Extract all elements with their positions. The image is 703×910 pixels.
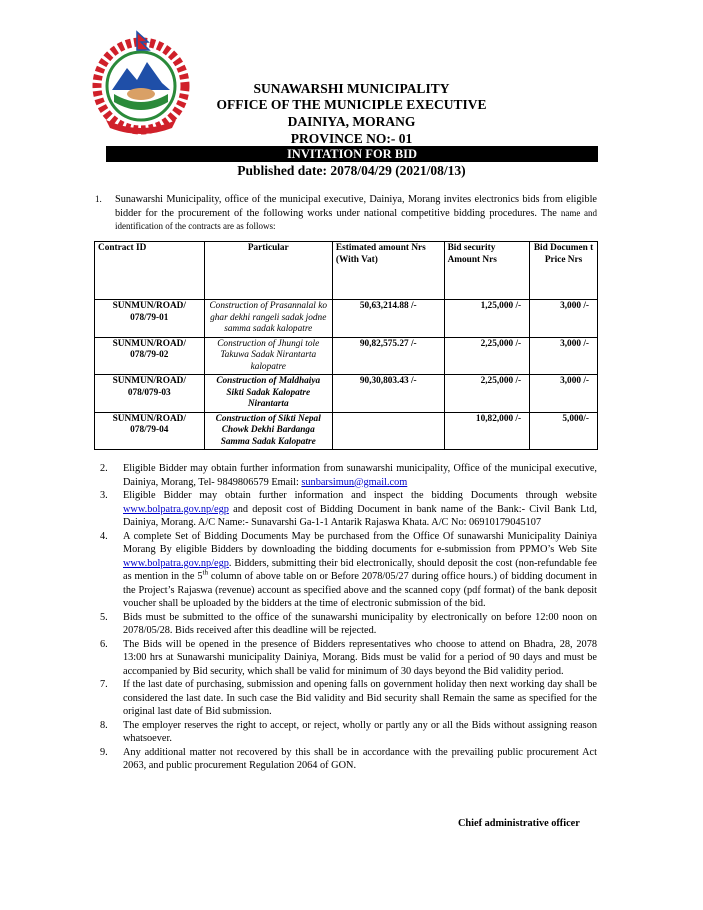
contract-id: SUNMUN/ROAD/ 078/79-04 <box>95 412 205 450</box>
intro-paragraph <box>95 193 597 234</box>
municipality-name: SUNAWARSHI MUNICIPALITY <box>253 81 450 96</box>
list-item <box>100 611 597 638</box>
office-name: OFFICE OF THE MUNICIPLE EXECUTIVE <box>216 97 487 112</box>
item-text: . Bidders, submitting their bid electronically, should deposit the cost (non-refundable fee as mention in the 5 <box>123 557 597 582</box>
item-number: 9. <box>100 746 108 758</box>
website-link[interactable]: www.bolpatra.gov.np/egp <box>123 503 229 515</box>
document-price: 5,000/- <box>530 412 598 450</box>
item-text: If the last date of purchasing, submission and opening falls on government holiday then next working day shall be considered the last date. In such case the Bid validity and Bid security shall Remain the same as specified for the original last date of Bid submission. <box>123 679 597 717</box>
item-text: Bids must be submitted to the office of the sunawarshi municipality by electronically on before 12:00 noon on 2078/05/28. Bids received after this deadline will be rejected. <box>123 611 597 636</box>
list-item <box>100 530 597 611</box>
location: DAINIYA, MORANG <box>287 114 416 129</box>
col-document-price: Bid Documen t Price Nrs <box>530 242 598 300</box>
bid-security: 2,25,000 /- <box>444 375 530 413</box>
contract-id: SUNMUN/ROAD/ 078/079-03 <box>95 375 205 413</box>
table-row <box>95 300 598 338</box>
table-row <box>95 412 598 450</box>
item-number: 5. <box>100 611 108 623</box>
superscript: th <box>202 568 208 577</box>
intro-text: Sunawarshi Municipality, office of the municipal executive, Dainiya, Morang invites electronics bids from eligible bidder for the procurement of the following works under national competitive bidding procedures. The <box>115 194 597 219</box>
estimated-amount: 50,63,214.88 /- <box>332 300 444 338</box>
item-number: 4. <box>100 530 108 542</box>
document-price: 3,000 /- <box>530 300 598 338</box>
particular: Construction of Jhungi tole Takuwa Sadak Nirantarta kalopatre <box>204 337 332 375</box>
col-particular: Particular <box>204 242 332 300</box>
intro-number: 1. <box>95 194 102 204</box>
item-number: 3. <box>100 490 108 501</box>
email-link[interactable]: sunbarsimun@gmail.com <box>301 476 408 488</box>
table-header-row <box>95 242 598 300</box>
invitation-banner: INVITATION FOR BID <box>106 146 598 162</box>
list-item <box>100 678 597 719</box>
province: PROVINCE NO:- 01 <box>290 131 413 146</box>
item-text: column of above table on or Before 2078/05/27 during office hours.) of bidding document in the Project’s Rajaswa (revenue) account as specified above and the scanned copy (pdf format) of the bank deposit voucher shall be uploaded by the bidders at the time of electronic submission of the bid. <box>123 571 598 609</box>
contract-id: SUNMUN/ROAD/ 078/79-01 <box>95 300 205 338</box>
table-row <box>95 337 598 375</box>
item-text: Any additional matter not recovered by this shall be in accordance with the prevailing public procurement Act 2063, and public procurement Regulation 2064 of GON. <box>123 746 597 771</box>
contracts-table <box>94 241 598 450</box>
item-text: Eligible Bidder may obtain further information and inspect the bidding Documents through website <box>123 490 597 501</box>
document-price: 3,000 /- <box>530 375 598 413</box>
website-link[interactable]: www.bolpatra.gov.np/egp <box>123 557 229 569</box>
terms-list <box>100 462 597 773</box>
item-text: The employer reserves the right to accept, or reject, wholly or partly any or all the Bids without assigning reason whatsoever. <box>123 719 597 744</box>
bid-security: 1,25,000 /- <box>444 300 530 338</box>
list-item <box>100 462 597 489</box>
table-row <box>95 375 598 413</box>
item-number: 8. <box>100 719 108 731</box>
item-text: A complete Set of Bidding Documents May be purchased from the Office Of sunawarshi Municipality Dainiya Morang By eligible Bidders by downloading the bidding documents for e-submission from PPMO’s Web Site <box>123 530 597 555</box>
item-number: 7. <box>100 679 108 690</box>
particular: Construction of Prasannalal ko ghar dekhi rangeli sadak jodne samma sadak kalopatre <box>204 300 332 338</box>
item-text: The Bids will be opened in the presence of Bidders representatives who choose to attend on Bhadra, 28, 2078 13:00 hrs at Sunawarshi municipality Dainiya, Morang. Bids must be valid for a period of 90 days and must be accompanied by Bid security, which shall be valid for minimum of 30 days beyond the Bid validity period. <box>123 638 597 677</box>
estimated-amount: 90,82,575.27 /- <box>332 337 444 375</box>
bid-security: 10,82,000 /- <box>444 412 530 450</box>
item-number: 6. <box>100 638 108 650</box>
particular: Construction of Sikti Nepal Chowk Dekhi Bardanga Samma Sadak Kalopatre <box>204 412 332 450</box>
signature-title: Chief administrative officer <box>458 818 580 829</box>
estimated-amount: 90,30,803.43 /- <box>332 375 444 413</box>
item-text: Eligible Bidder may obtain further information from sunawarshi municipality, Office of the municipal executive, Dainiya, Morang, Tel- 9849806579 Email: <box>123 463 597 488</box>
item-text: and deposit cost of Bidding Document in bank name of the Bank:- Civil Bank Ltd, Dainiya, Morang. A/C Name:- Sunavarshi Ga-1-1 Antarik Rajaswa Khata. A/C No: 06910179045107 <box>123 503 597 528</box>
particular: Construction of Maldhaiya Sikti Sadak Kalopatre Nirantarta <box>204 375 332 413</box>
col-bid-security: Bid security Amount Nrs <box>444 242 530 300</box>
contract-id: SUNMUN/ROAD/ 078/79-02 <box>95 337 205 375</box>
col-contract-id: Contract ID <box>95 242 205 300</box>
published-date: Published date: 2078/04/29 (2021/08/13) <box>237 163 466 178</box>
list-item <box>100 746 597 773</box>
document-price: 3,000 /- <box>530 337 598 375</box>
item-number: 2. <box>100 463 108 474</box>
estimated-amount <box>332 412 444 450</box>
list-item <box>100 638 597 679</box>
list-item <box>100 489 597 530</box>
list-item <box>100 719 597 746</box>
bid-security: 2,25,000 /- <box>444 337 530 375</box>
col-estimated-amount: Estimated amount Nrs (With Vat) <box>332 242 444 300</box>
intro-text-small: name and identification of the contracts are as follows: <box>115 207 598 231</box>
